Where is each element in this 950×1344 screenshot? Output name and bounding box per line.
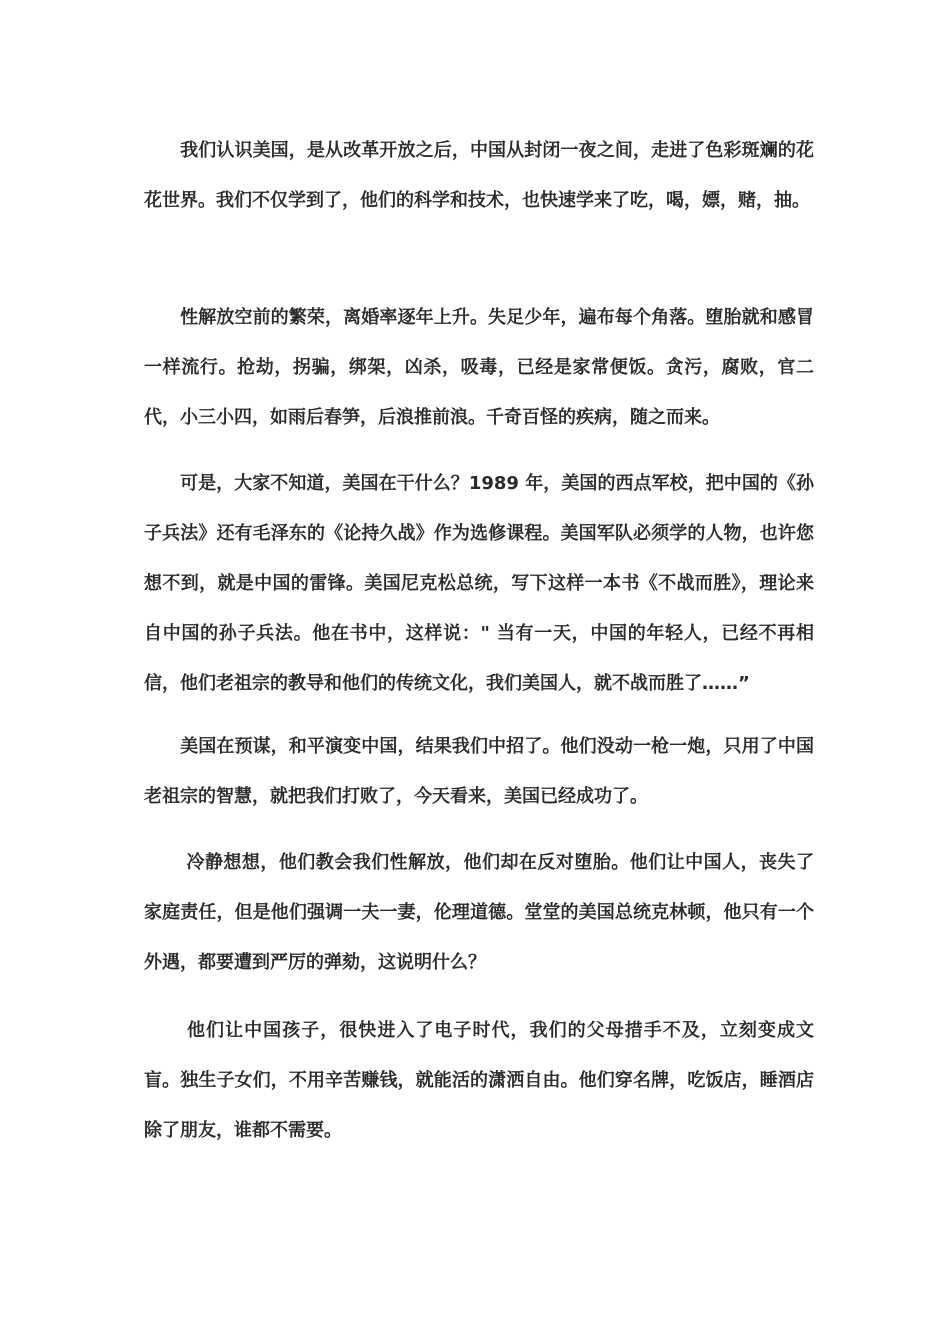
- paragraph-4-text: 美国在预谋，和平演变中国，结果我们中招了。他们没动一枪一炮，只用了中国老祖宗的智慧，就把我们打败了，今天看来，美国已经成功了。: [144, 736, 814, 807]
- paragraph-2-text: 性解放空前的繁荣，离婚率逐年上升。失足少年，遍布每个角落。堕胎就和感冒一样流行。抢劫，拐骗，绑架，凶杀，吸毒，已经是家常便饭。贪污，腐败，官二代，小三小四，如雨后春笋，后浪推前浪。千奇百怪的疾病，随之而来。: [144, 307, 814, 428]
- paragraph-6: [144, 1006, 814, 1156]
- paragraph-5: [144, 838, 814, 988]
- paragraph-3-text: 可是，大家不知道，美国在干什么？1989 年，美国的西点军校，把中国的《孙子兵法》还有毛泽东的《论持久战》作为选修课程。美国军队必须学的人物，也许您想不到，就是中国的雷锋。美国尼克松总统，写下这样一本书《不战而胜》，理论来自中国的孙子兵法。他在书中，这样说：" 当有一天，中国的年轻人，已经不再相信，他们老祖宗的教导和他们的传统文化，我们美国人，就不战而胜了……”: [144, 473, 814, 694]
- paragraph-3: [144, 459, 814, 709]
- paragraph-5-text: 冷静想想，他们教会我们性解放，他们却在反对堕胎。他们让中国人，丧失了家庭责任，但是他们强调一夫一妻，伦理道德。堂堂的美国总统克林顿，他只有一个外遇，都要遭到严厉的弹劾，这说明什么？: [144, 852, 814, 973]
- paragraph-1: [144, 126, 814, 226]
- paragraph-1-text: 我们认识美国，是从改革开放之后，中国从封闭一夜之间，走进了色彩斑斓的花花世界。我们不仅学到了，他们的科学和技术，也快速学来了吃，喝，嫖，赌，抽。: [144, 140, 814, 211]
- paragraph-6-text: 他们让中国孩子，很快进入了电子时代，我们的父母措手不及，立刻变成文盲。独生子女们，不用辛苦赚钱，就能活的潇洒自由。他们穿名牌，吃饭店，睡酒店除了朋友，谁都不需要。: [144, 1020, 814, 1141]
- paragraph-2: [144, 293, 814, 443]
- paragraph-4: [144, 722, 814, 822]
